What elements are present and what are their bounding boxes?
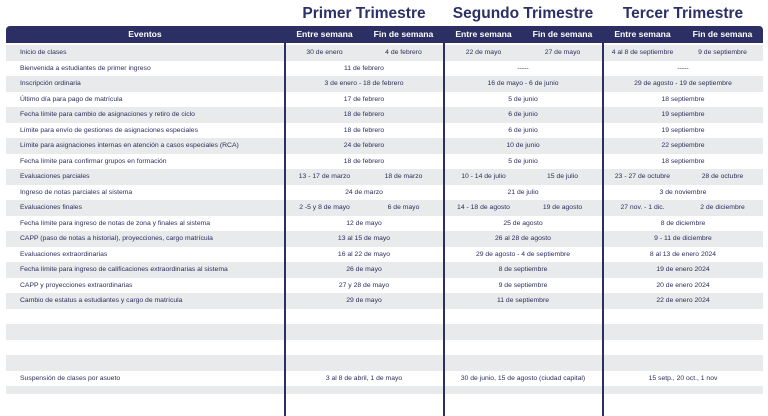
cell-t3: 22 de enero 2024 [656, 297, 710, 304]
cell-t1: 29 de mayo [346, 297, 382, 304]
cell-t1-end: 18 de marzo [384, 173, 423, 180]
table-body [6, 45, 763, 394]
cell-t1: 17 de febrero [343, 95, 385, 103]
header-t2-end: Fin de semana [532, 29, 593, 39]
table-row [6, 107, 763, 123]
trimester-titles [0, 0, 768, 26]
cell-t3: 8 de diciembre [660, 219, 706, 227]
table-row [6, 138, 763, 154]
table-row [6, 61, 763, 77]
title-primer-trimestre: Primer Trimestre [302, 5, 426, 22]
cell-t2-start: 22 de mayo [465, 49, 502, 56]
cell-t2: 29 de agosto - 4 de septiembre [475, 250, 571, 258]
title-tercer-trimestre: Tercer Trimestre [622, 5, 744, 22]
event-label: Fecha límite para confirmar grupos en formación [20, 157, 167, 165]
event-label: Fecha límite para cambio de asignaciones y retiro de ciclo [20, 111, 195, 118]
cell-t3: 19 septiembre [661, 126, 705, 134]
empty-row [6, 340, 763, 356]
cell-t1: 18 de febrero [343, 157, 385, 165]
cell-t2: 5 de junio [508, 157, 538, 165]
event-label: Límite para asignaciones internas en atención a casos especiales (RCA) [20, 142, 239, 149]
cell-t3: 19 septiembre [661, 111, 705, 118]
empty-row [6, 324, 763, 340]
event-label: Límite para envío de gestiones de asignaciones especiales [20, 126, 198, 134]
cell-t1-start: 30 de enero [306, 49, 343, 56]
cell-t3-end: 2 de diciembre [700, 204, 745, 211]
cell-t1-start: 13 - 17 de marzo [298, 173, 351, 180]
event-label: Evaluaciones finales [20, 204, 82, 211]
cell-t3: 20 de enero 2024 [656, 281, 710, 289]
table-row [6, 92, 763, 108]
cell-t2: 5 de junio [508, 95, 538, 103]
cell-t3-start: 27 nov. - 1 dic. [620, 204, 665, 211]
header-t1-start: Entre semana [296, 29, 353, 39]
cell-t3: 8 al 13 de enero 2024 [649, 250, 717, 258]
cell-t3-start: 23 - 27 de octubre [614, 173, 671, 180]
table-row [6, 231, 763, 247]
event-label: Fecha límite para ingreso de calificaciones extraordinarias al sistema [20, 266, 228, 273]
cell-t2-start: 10 - 14 de julio [461, 173, 506, 180]
cell-t2: 16 de mayo - 6 de junio [487, 80, 559, 87]
cell-t2: 6 de junio [508, 126, 538, 134]
cell-t1-end: 6 de mayo [387, 204, 420, 211]
cell-t3-end: 28 de octubre [701, 173, 744, 180]
cell-t1: 12 de mayo [346, 219, 382, 227]
table-row [6, 247, 763, 263]
cell-t3: 9 - 11 de diciembre [654, 235, 712, 242]
cell-t2: 6 de junio [508, 111, 538, 118]
cell-t2: 8 de septiembre [498, 266, 548, 273]
cell-t1: 24 de marzo [345, 188, 383, 196]
event-label: Fecha límite para ingreso de notas de zona y finales al sistema [20, 219, 211, 227]
cell-t3: 22 septiembre [661, 142, 705, 149]
cell-t1-end: 4 de febrero [385, 49, 422, 56]
cell-t2: 10 de junio [506, 142, 540, 149]
cell-t2: ----- [517, 64, 529, 72]
table-row [6, 293, 763, 309]
header-t2-start: Entre semana [455, 29, 512, 39]
cell-t2: 21 de julio [507, 188, 539, 196]
table-row-suspension [6, 371, 763, 387]
table-row [6, 154, 763, 170]
cell-t2: 26 al 28 de agosto [495, 235, 551, 242]
title-segundo-trimestre: Segundo Trimestre [452, 5, 594, 22]
cell-t3: 15 setp., 20 oct., 1 nov [648, 374, 718, 382]
header-events: Eventos [128, 29, 162, 39]
cell-t1: 3 al 8 de abril, 1 de mayo [325, 374, 403, 382]
cell-t1-start: 2 -5 y 8 de mayo [299, 204, 350, 211]
cell-t2-start: 14 - 18 de agosto [457, 204, 510, 211]
event-label: CAPP y proyecciones extraordinarias [20, 281, 133, 289]
empty-row [6, 309, 763, 325]
table-row [6, 216, 763, 232]
event-label: Cambio de estatus a estudiantes y cargo de matrícula [20, 297, 183, 304]
event-label: CAPP (paso de notas a historial), proyecciones, cargo matrícula [20, 235, 213, 242]
cell-t3: 19 de enero 2024 [656, 266, 710, 273]
cell-t3: 29 de agosto - 19 de septiembre [634, 80, 732, 87]
table-row [6, 278, 763, 294]
cell-t2: 30 de junio, 15 de agosto (ciudad capital) [460, 374, 586, 382]
event-label: Evaluaciones parciales [20, 173, 90, 180]
event-label: Bienvenida a estudiantes de primer ingreso [20, 64, 151, 72]
table-row [6, 123, 763, 139]
empty-row [6, 355, 763, 371]
table-row [6, 185, 763, 201]
table-header [6, 26, 763, 43]
table-row [6, 45, 763, 61]
cell-t2-end: 27 de mayo [544, 49, 581, 56]
event-label: Evaluaciones extraordinarias [20, 250, 108, 258]
table-row [6, 200, 763, 216]
header-t1-end: Fin de semana [373, 29, 434, 39]
cell-t1: 16 al 22 de mayo [337, 250, 391, 258]
table-row [6, 169, 763, 185]
cell-t2-end: 19 de agosto [542, 204, 583, 211]
event-label: Ingreso de notas parciales al sistema [20, 188, 133, 196]
cell-t3: ----- [677, 64, 689, 72]
cell-t1: 24 de febrero [343, 142, 385, 149]
cell-t1: 18 de febrero [343, 126, 385, 134]
header-t3-end: Fin de semana [692, 29, 753, 39]
cell-t3: 3 de noviembre [659, 188, 707, 196]
cell-t3: 18 septiembre [661, 157, 705, 165]
cell-t3-end: 9 de septiembre [698, 49, 747, 56]
cell-t1: 13 al 15 de mayo [337, 235, 391, 242]
column-divider [602, 26, 604, 416]
event-label: Suspensión de clases por asueto [20, 374, 121, 382]
cell-t2-end: 15 de julio [547, 173, 578, 180]
cell-t1: 11 de febrero [344, 64, 384, 72]
cell-t1: 27 y 28 de mayo [338, 281, 390, 289]
event-label: Inscripción ordinaria [20, 80, 81, 87]
column-divider [443, 26, 445, 416]
column-divider [284, 26, 286, 416]
cell-t3: 18 septiembre [661, 95, 705, 103]
event-label: Último día para pago de matrícula [20, 95, 123, 103]
table-row [6, 262, 763, 278]
cell-t2: 9 de septiembre [498, 281, 548, 289]
cell-t2: 11 de septiembre [496, 297, 549, 304]
empty-row [6, 386, 763, 394]
cell-t2: 25 de agosto [503, 219, 543, 227]
header-t3-start: Entre semana [614, 29, 671, 39]
table-row [6, 76, 763, 92]
event-label: Inicio de clases [20, 49, 67, 56]
cell-t1: 18 de febrero [343, 111, 385, 118]
cell-t3-start: 4 al 8 de septiembre [611, 49, 674, 56]
cell-t1: 26 de mayo [346, 266, 382, 273]
cell-t1: 3 de enero - 18 de febrero [324, 80, 404, 87]
